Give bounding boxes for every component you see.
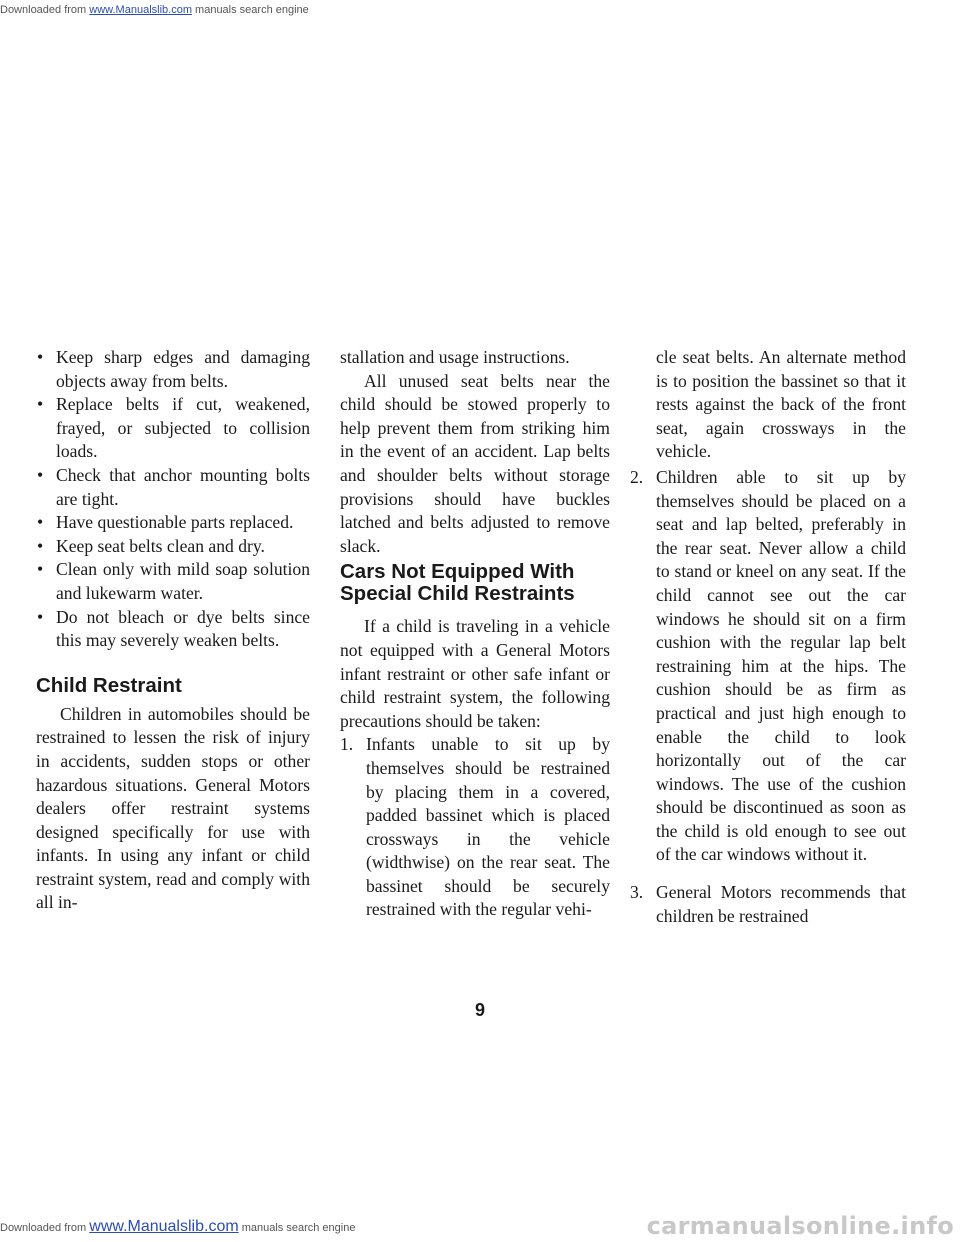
list-item: • Keep seat belts clean and dry. bbox=[36, 535, 310, 559]
item-number: 3. bbox=[630, 882, 644, 903]
footer-suffix: manuals search engine bbox=[238, 1222, 356, 1234]
item-number: 1. bbox=[340, 734, 354, 755]
site-watermark: carmanualsonline.info bbox=[646, 1212, 954, 1240]
child-restraint-paragraph: Children in automobiles should be restrained to lessen the risk of injury in accidents, sudden stops or other hazardous situations. General Motors dealers offer restraint systems designed specifically for use with infants. In using any infant or child restraint system, read and comply with all in- bbox=[36, 703, 310, 913]
bullet-icon: • bbox=[37, 347, 44, 367]
column-right bbox=[630, 346, 906, 928]
footer-prefix: Downloaded from bbox=[0, 1222, 90, 1234]
bullet-icon: • bbox=[37, 606, 44, 627]
banner-prefix: Downloaded from bbox=[0, 4, 90, 16]
list-item: • Do not bleach or dye belts since this may severely weaken belts. bbox=[37, 606, 310, 651]
item-text: Children able to sit up by themselves should be placed on a seat and lap belted, preferably in the rear seat. Never allow a child to stand or kneel on any seat. If the child cannot see out the car windows he should sit on a firm cushion with the regular lap belt restraining him at the hips. The cushion should be as firm as practical and just high enough to enable the child to look horizontally out of the car windows. The use of the cushion should be discontinued as soon as the child is old enough to see out of the car windows without it. bbox=[656, 466, 906, 865]
item-text: General Motors recommends that children be restrained bbox=[656, 882, 906, 926]
page-number: 9 bbox=[474, 1000, 485, 1020]
special-restraints-heading bbox=[340, 561, 610, 605]
heading-line-2: Special Child Restraints bbox=[340, 582, 575, 606]
list-item: • Keep sharp edges and damaging objects away from belts. bbox=[37, 347, 310, 391]
precautions-list-cont bbox=[630, 466, 906, 928]
list-item bbox=[340, 733, 610, 922]
footer-manualslib-link[interactable]: www.Manualslib.com bbox=[89, 1218, 239, 1235]
bullet-icon: • bbox=[37, 512, 44, 533]
bullet-icon: • bbox=[37, 464, 44, 485]
unused-belts-paragraph: All unused seat belts near the child should be stowed properly to help prevent them from striking him in the event of an accident. Lap belts and shoulder belts without storage provisions should have buckles latched and belts adjusted to remove slack. bbox=[340, 370, 610, 556]
list-item: • Have questionable parts replaced. bbox=[36, 511, 310, 535]
precautions-intro: If a child is traveling in a vehicle not equipped with a General Motors infant restraint or other safe infant or child restraint system, the following precautions should be taken: bbox=[340, 616, 610, 731]
child-restraint-heading: Child Restraint bbox=[36, 673, 182, 697]
seat-belt-care-list bbox=[36, 346, 310, 653]
continued-item-text: cle seat belts. An alternate method is to position the bassinet so that it rests against the back of the front seat, again crossways in the vehicle. bbox=[656, 347, 906, 462]
item-number: 2. bbox=[630, 466, 644, 487]
bullet-icon: • bbox=[37, 535, 44, 556]
bullet-icon: • bbox=[37, 559, 44, 580]
list-item: • Clean only with mild soap solution and lukewarm water. bbox=[37, 559, 310, 603]
precautions-list-start bbox=[340, 733, 610, 922]
list-item bbox=[630, 466, 906, 867]
download-banner bbox=[0, 0, 960, 20]
heading-line-1: Cars Not Equipped With bbox=[340, 560, 575, 584]
manualslib-link[interactable]: www.Manualslib.com bbox=[89, 4, 192, 16]
list-item: • Replace belts if cut, weakened, frayed, or subjected to collision loads. bbox=[37, 394, 310, 462]
banner-suffix: manuals search engine bbox=[191, 4, 309, 16]
list-item: • Check that anchor mounting bolts are tight. bbox=[37, 464, 310, 509]
item-text: Infants unable to sit up by themselves should be restrained by placing them in a covered, padded bassinet which is placed crossways in the vehicle (widthwise) on the rear seat. The bassinet should be securely restrained with the regular vehi- bbox=[366, 734, 610, 920]
column-middle bbox=[340, 346, 610, 922]
column-left bbox=[36, 346, 310, 915]
continued-text: stallation and usage instructions. bbox=[340, 347, 570, 367]
list-item bbox=[630, 881, 906, 928]
bullet-icon: • bbox=[37, 394, 44, 415]
